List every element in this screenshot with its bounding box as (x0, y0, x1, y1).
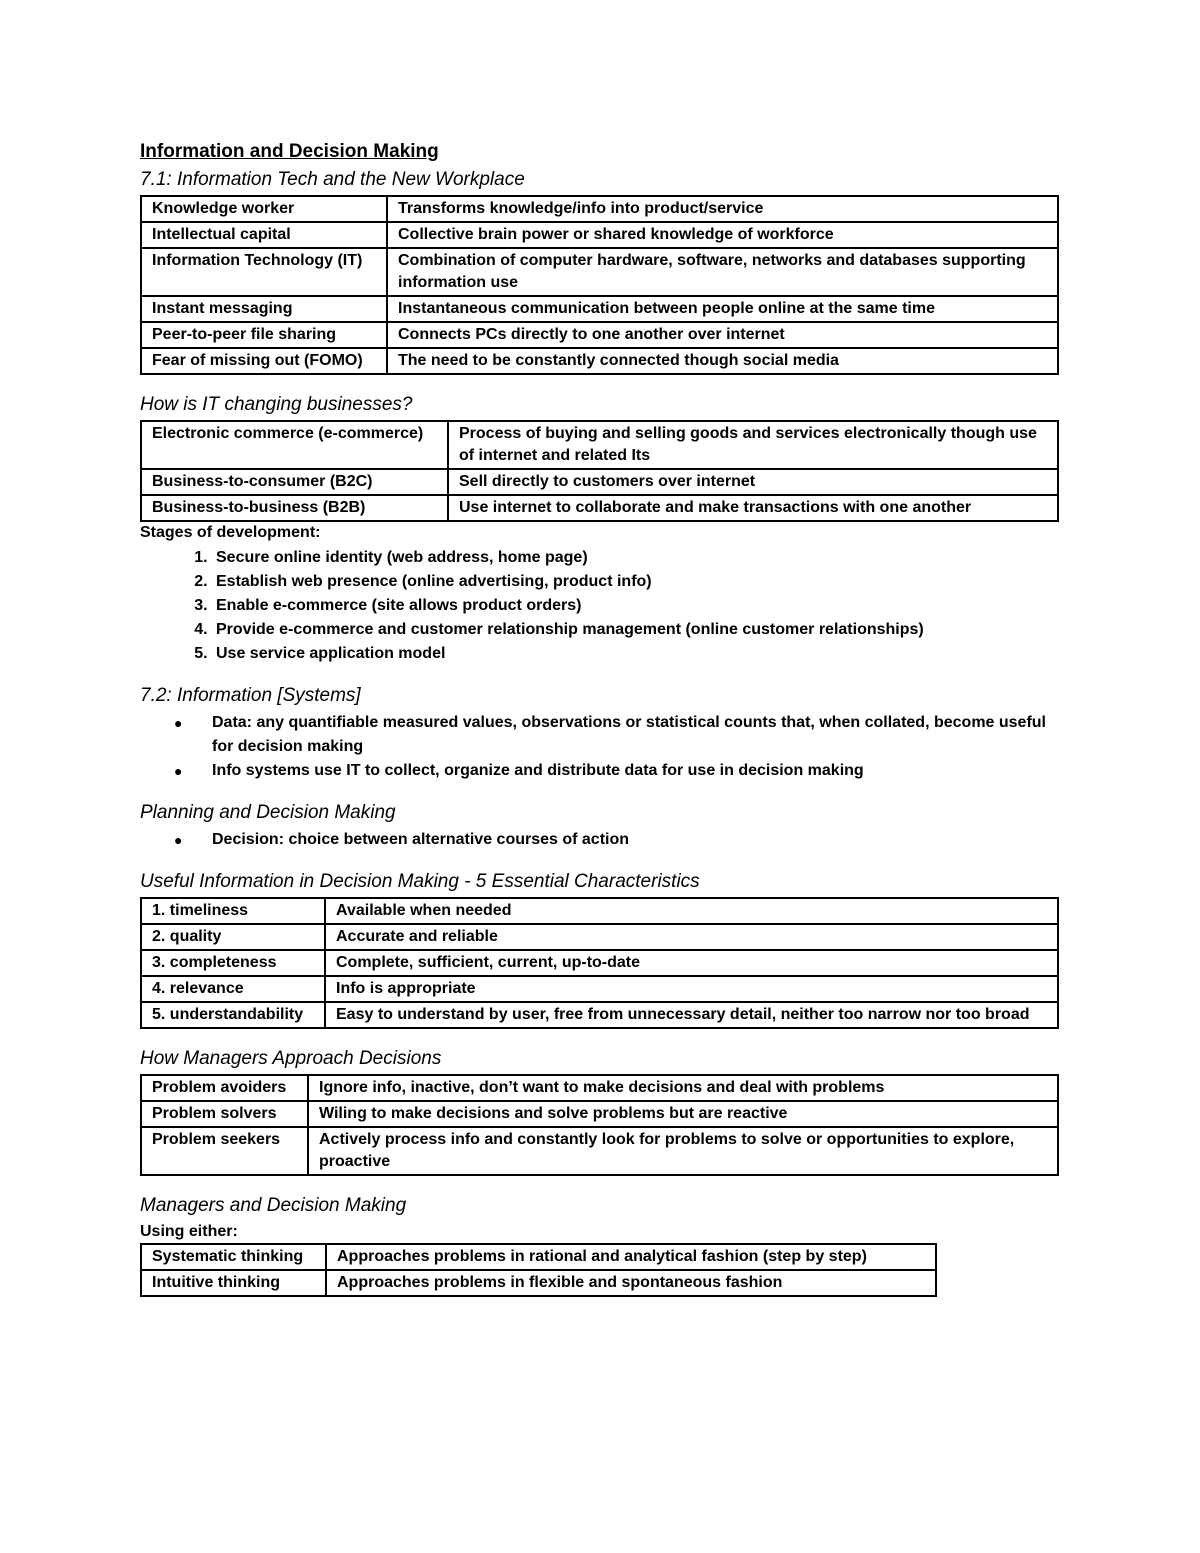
list-item-text: Decision: choice between alternative courses of action (212, 831, 630, 848)
table-row (141, 1127, 1058, 1175)
term-cell: Problem seekers (141, 1127, 308, 1175)
list-item: 4. Provide e-commerce and customer relationship management (online customer relationships) (212, 618, 1060, 642)
section-heading-managers: Managers and Decision Making (140, 1195, 407, 1216)
section-heading-it-changing: How is IT changing businesses? (140, 394, 413, 415)
table-row (141, 248, 1058, 296)
list-item: 5. Use service application model (212, 642, 1060, 666)
definition-cell: Transforms knowledge/info into product/service (387, 196, 1058, 222)
term-cell: 3. completeness (141, 950, 325, 976)
term-cell: Instant messaging (141, 296, 387, 322)
table-row (141, 976, 1058, 1002)
list-item-text: Info systems use IT to collect, organize and distribute data for use in decision making (212, 762, 864, 779)
table-row (141, 950, 1058, 976)
stages-label: Stages of development: (140, 524, 321, 541)
definition-cell: Collective brain power or shared knowledge of workforce (387, 222, 1058, 248)
term-cell: Fear of missing out (FOMO) (141, 348, 387, 374)
table-row (141, 1002, 1058, 1028)
term-cell: 2. quality (141, 924, 325, 950)
section-heading-useful-info: Useful Information in Decision Making - 5 Essential Characteristics (140, 871, 700, 892)
list-item (174, 711, 1060, 759)
bullet-dot-icon: ● (174, 715, 183, 731)
term-cell: Problem avoiders (141, 1075, 308, 1101)
definition-cell: Approaches problems in rational and analytical fashion (step by step) (326, 1244, 936, 1270)
table-it-workplace (140, 195, 1059, 375)
definition-cell: Connects PCs directly to one another over internet (387, 322, 1058, 348)
table-row (141, 421, 1058, 469)
section-heading-7-2: 7.2: Information [Systems] (140, 685, 361, 706)
definition-cell: Available when needed (325, 898, 1058, 924)
table-characteristics (140, 897, 1059, 1029)
table-row (141, 1101, 1058, 1127)
table-row (141, 322, 1058, 348)
table-row (141, 1244, 936, 1270)
term-cell: 5. understandability (141, 1002, 325, 1028)
list-item-text: Data: any quantifiable measured values, observations or statistical counts that, when collated, become useful for decision making (212, 714, 1046, 755)
info-systems-list (140, 711, 1060, 783)
section-heading-planning: Planning and Decision Making (140, 802, 396, 823)
table-row (141, 898, 1058, 924)
definition-cell: Complete, sufficient, current, up-to-date (325, 950, 1058, 976)
using-label: Using either: (140, 1223, 238, 1240)
definition-cell: Easy to understand by user, free from unnecessary detail, neither too narrow nor too broad (325, 1002, 1058, 1028)
bullet-dot-icon: ● (174, 832, 183, 848)
list-item: 2. Establish web presence (online advertising, product info) (212, 570, 1060, 594)
term-cell: Intuitive thinking (141, 1270, 326, 1296)
section-heading-7-1: 7.1: Information Tech and the New Workplace (140, 169, 525, 190)
table-row (141, 196, 1058, 222)
term-cell: Information Technology (IT) (141, 248, 387, 296)
table-row (141, 469, 1058, 495)
term-cell: Peer-to-peer file sharing (141, 322, 387, 348)
table-row (141, 1270, 936, 1296)
section-heading-approach: How Managers Approach Decisions (140, 1048, 442, 1069)
table-row (141, 495, 1058, 521)
term-cell: Intellectual capital (141, 222, 387, 248)
term-cell: Problem solvers (141, 1101, 308, 1127)
table-approaches (140, 1074, 1059, 1176)
definition-cell: Use internet to collaborate and make transactions with one another (448, 495, 1058, 521)
document-page (140, 140, 1060, 1297)
list-item (174, 759, 1060, 783)
term-cell: Knowledge worker (141, 196, 387, 222)
table-ecommerce (140, 420, 1059, 522)
document-title: Information and Decision Making (140, 141, 439, 162)
definition-cell: Instantaneous communication between people online at the same time (387, 296, 1058, 322)
term-cell: 1. timeliness (141, 898, 325, 924)
term-cell: 4. relevance (141, 976, 325, 1002)
definition-cell: Process of buying and selling goods and services electronically though use of internet and related Its (448, 421, 1058, 469)
definition-cell: The need to be constantly connected though social media (387, 348, 1058, 374)
definition-cell: Sell directly to customers over internet (448, 469, 1058, 495)
list-item: 3. Enable e-commerce (site allows product orders) (212, 594, 1060, 618)
term-cell: Business-to-consumer (B2C) (141, 469, 448, 495)
table-row (141, 924, 1058, 950)
planning-list (140, 828, 1060, 852)
term-cell: Business-to-business (B2B) (141, 495, 448, 521)
list-item (174, 828, 1060, 852)
definition-cell: Combination of computer hardware, software, networks and databases supporting information use (387, 248, 1058, 296)
table-row (141, 1075, 1058, 1101)
definition-cell: Actively process info and constantly look for problems to solve or opportunities to explore, proactive (308, 1127, 1058, 1175)
table-row (141, 296, 1058, 322)
list-item: 1. Secure online identity (web address, home page) (212, 546, 1060, 570)
definition-cell: Info is appropriate (325, 976, 1058, 1002)
table-row (141, 348, 1058, 374)
table-thinking (140, 1243, 937, 1297)
term-cell: Electronic commerce (e-commerce) (141, 421, 448, 469)
stages-list (140, 546, 1060, 666)
definition-cell: Accurate and reliable (325, 924, 1058, 950)
bullet-dot-icon: ● (174, 763, 183, 779)
definition-cell: Approaches problems in flexible and spontaneous fashion (326, 1270, 936, 1296)
table-row (141, 222, 1058, 248)
term-cell: Systematic thinking (141, 1244, 326, 1270)
definition-cell: Ignore info, inactive, don’t want to make decisions and deal with problems (308, 1075, 1058, 1101)
definition-cell: Wiling to make decisions and solve problems but are reactive (308, 1101, 1058, 1127)
